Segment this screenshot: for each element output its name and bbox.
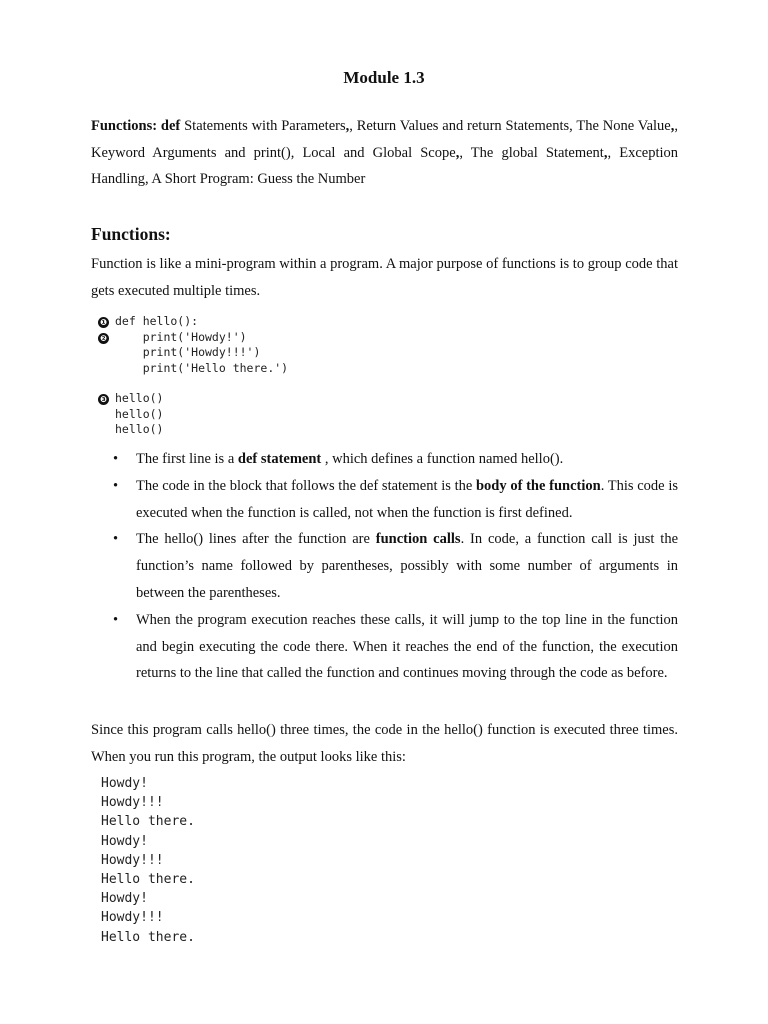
code-line: hello() — [115, 406, 164, 421]
output-line: Howdy! — [101, 776, 148, 791]
functions-description: Function is like a mini-program within a program. A major purpose of functions is to group code that gets executed multiple times. — [91, 256, 678, 299]
intro-paragraph: Functions: def Statements with Parameters,, Return Values and return Statements, The None Value,, Keyword Arguments and print(), Local and Global Scope,, The global Statement,, Exception Handling, A Short Program: Guess the Number — [91, 118, 679, 187]
output-line: Howdy!!! — [101, 910, 164, 926]
output-line: Howdy!!! — [101, 795, 164, 811]
output-line: Howdy!!! — [101, 852, 164, 868]
code-line: print('Howdy!!!') — [115, 345, 261, 359]
code-line: print('Hello there.') — [115, 360, 289, 375]
program-output — [101, 774, 195, 947]
code-line: ❷ print('Howdy!') — [98, 330, 288, 346]
intro-part: , Return Values and return Statements, The None Value — [349, 118, 671, 134]
code-line: ❸ hello() — [98, 391, 163, 407]
intro-part: Statements with Parameters — [180, 118, 346, 134]
code-block-calls — [98, 391, 163, 438]
output-line: Hello there. — [101, 872, 195, 888]
page-title: Module 1.3 — [343, 68, 425, 87]
list-item: • The code in the block that follows the def statement is the body of the function. This code is executed when the function is called, not when the function is first defined. — [113, 473, 678, 527]
intro-part: , The global Statement — [459, 144, 604, 161]
intro-part: , Exception Handling, A Short Program: Guess the Number — [91, 144, 679, 187]
marker-3-icon: ❸ — [98, 394, 109, 405]
output-line: Howdy! — [101, 891, 148, 907]
bullet-list — [113, 446, 678, 687]
list-item: • The hello() lines after the function are function calls. In code, a function call is just the function’s name followed by parentheses, possibly with some number of arguments in between the parentheses. — [113, 526, 678, 606]
list-item: • When the program execution reaches these calls, it will jump to the top line in the function and begin executing the code there. When it reaches the end of the function, the execution returns to the line that called the function and continues moving through the code as before. — [113, 607, 678, 687]
output-line: Hello there. — [101, 929, 195, 945]
output-description: Since this program calls hello() three times, the code in the hello() function is executed three times. When you run this program, the output looks like this: — [91, 722, 678, 765]
code-line: ❶ def hello(): — [98, 314, 288, 330]
section-heading: Functions: — [91, 224, 171, 244]
output-line: Hello there. — [101, 814, 195, 830]
output-line: Howdy! — [101, 833, 148, 849]
marker-2-icon: ❷ — [98, 333, 109, 344]
list-item: • The first line is a def statement , which defines a function named hello(). — [113, 446, 678, 473]
marker-1-icon: ❶ — [98, 317, 109, 328]
code-block-definition — [98, 314, 288, 376]
intro-lead: Functions: def — [91, 118, 181, 134]
intro-part: , Keyword Arguments and print(), Local and Global Scope — [91, 118, 678, 161]
code-line: hello() — [115, 422, 164, 436]
